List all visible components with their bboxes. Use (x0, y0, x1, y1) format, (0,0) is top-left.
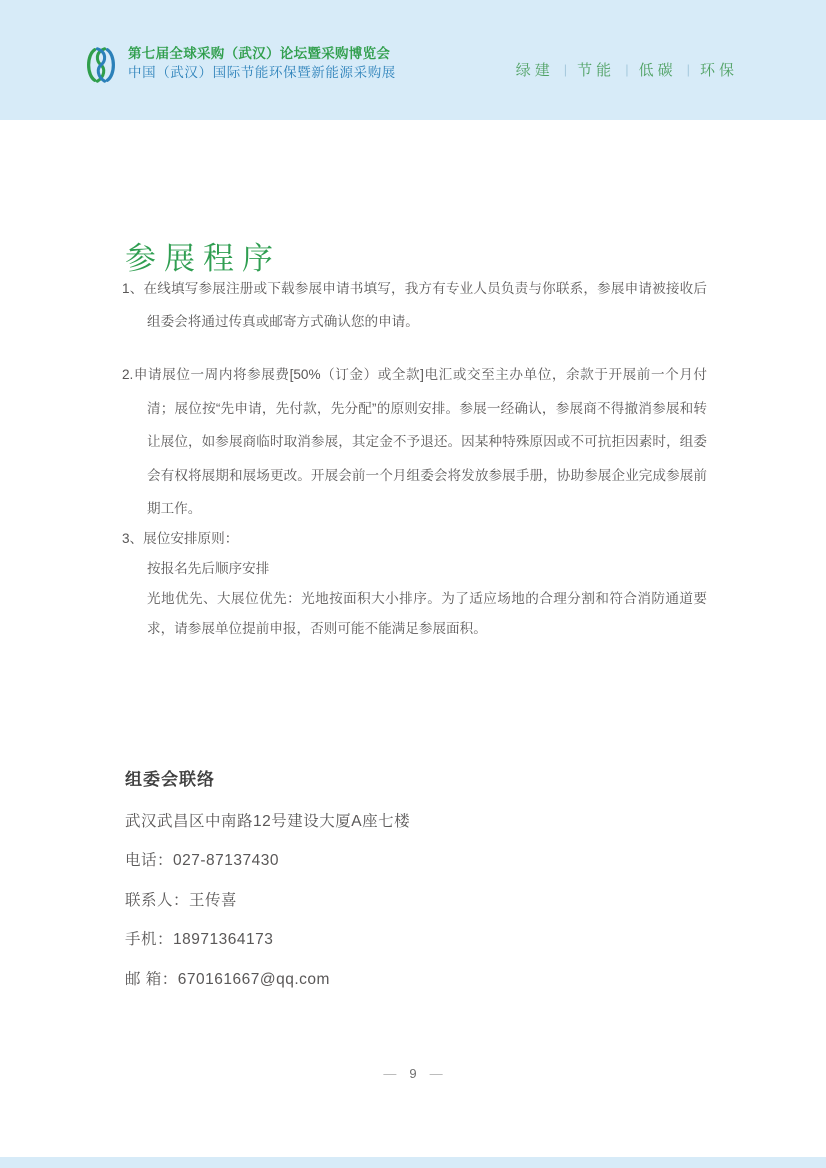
paragraph-3-line2: 按报名先后顺序安排 (147, 561, 270, 576)
paragraph-3 (122, 524, 707, 644)
committee-contact-section (125, 765, 705, 988)
paragraph-3-line3: 光地优先、大展位优先：光地按面积大小排序。为了适应场地的合理分割和符合消防通道要求，请参展单位提前申报，否则可能不能满足参展面积。 (147, 591, 707, 636)
tag-eco-friendly: 环保 (699, 62, 738, 79)
page-number: 9 (409, 1066, 417, 1081)
paragraph-2-marker: 2. (122, 367, 134, 382)
paragraph-1-text: 1、在线填写参展注册或下载参展申请书填写，我方有专业人员负责与你联系，参展申请被接收后组委会将通过传真或邮寄方式确认您的申请。 (122, 281, 707, 329)
tag-green-building: 绿建 (515, 62, 554, 79)
contact-mobile: 手机：18971364173 (125, 931, 274, 948)
tag-energy-saving: 节能 (577, 62, 616, 79)
paragraph-1-marker: 1、 (122, 281, 144, 296)
footer-right-dash: — (429, 1066, 443, 1081)
contact-phone: 电话：027-87137430 (125, 852, 279, 869)
footer-left-dash: — (383, 1066, 397, 1081)
contact-address: 武汉武昌区中南路12号建设大厦A座七楼 (125, 812, 411, 830)
tag-separator: | (563, 62, 568, 77)
header-band (0, 0, 826, 120)
contact-heading: 组委会联络 (125, 770, 215, 789)
expo-logo-icon (83, 46, 119, 84)
tag-separator: | (686, 62, 690, 77)
brand-title-line1: 第七届全球采购（武汉）论坛暨采购博览会 (128, 46, 391, 61)
tag-separator: | (625, 62, 629, 77)
tag-low-carbon: 低碳 (638, 62, 677, 79)
contact-person: 联系人：王传喜 (125, 891, 238, 909)
contact-email: 邮 箱：670161667@qq.com (125, 970, 330, 988)
paragraph-3-marker: 3、 (122, 531, 144, 546)
paragraph-2 (122, 358, 707, 526)
paragraph-2-text: 2.申请展位一周内将参展费[50%（订金）或全款]电汇或交至主办单位，余款于开展前一个月付清；展位按“先申请，先付款，先分配”的原则安排。参展一经确认，参展商不得撤消参展和转让展位，如参展商临时取消参展，其定金不予退还。因某种特殊原因或不可抗拒因素时，组委会有权将展期和展场更改。开展会前一个月组委会将发放参展手册，协助参展企业完成参展前期工作。 (122, 367, 707, 516)
brand-title-line2: 中国（武汉）国际节能环保暨新能源采购展 (128, 64, 396, 80)
header-tags (510, 59, 744, 80)
paragraph-3-line1: 3、展位安排原则： (122, 531, 239, 546)
brand-title-block (128, 47, 396, 79)
footer-band (0, 1157, 826, 1168)
page-title: 参展程序 (125, 240, 281, 276)
page-number-footer (0, 1066, 826, 1081)
paragraph-1 (122, 272, 707, 338)
